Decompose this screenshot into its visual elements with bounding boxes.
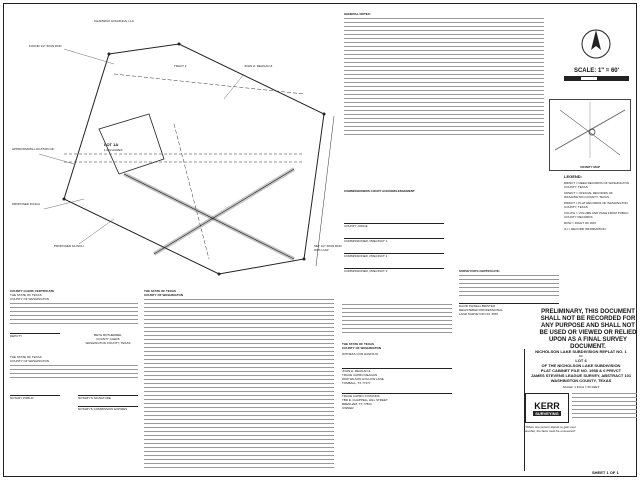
- title-scale: SCALE: 1 INCH = 60 FEET: [562, 385, 600, 389]
- legend: [564, 174, 634, 231]
- title-line: PLAT CABINET FILE NO. 1958 & 0 PRIVCT: [540, 368, 622, 373]
- role: COMMISSIONER, PRECINCT 2: [344, 253, 444, 258]
- county-clerk-block: [10, 289, 138, 474]
- company-logo: [525, 393, 569, 423]
- plat-callout: FOUND 1/2" IRON ROD: [29, 44, 62, 48]
- plat-callout: SET 1/2" IRON ROD WITH CAP: [314, 244, 342, 252]
- role: COMMISSIONER, PRECINCT 3: [344, 268, 444, 273]
- owner-city: TOMBALL, TX 77377: [342, 381, 371, 385]
- plat-callout: JOHN H. REAGAN &: [244, 64, 273, 68]
- lien-witness: WITNESS OUR HANDS IN: [342, 352, 379, 356]
- notary-expires: NOTARY'S COMMISSION EXPIRES: [78, 406, 138, 411]
- plat-callout: APPROXIMATE LOCATION OF: [12, 147, 55, 151]
- easement-line: [114, 74, 304, 94]
- deputy-sign: DEPUTY: [10, 333, 60, 345]
- legend-item: DRWCT = DEED RECORDS OF WASHINGTON COUNTY, TEXAS: [564, 181, 629, 189]
- trace-name: TRACE CAPRO SYMONDS: [342, 393, 452, 398]
- notary-state: THE STATE OF TEXAS: [10, 355, 42, 359]
- clerk-county: COUNTY OF WASHINGTON: [10, 297, 49, 301]
- clerk-state: THE STATE OF TEXAS: [10, 293, 42, 297]
- lien-holder-block: [342, 304, 452, 474]
- title-name: NICHOLSON LAKE SUBDIVISION REPLAT NO. 1: [535, 349, 627, 354]
- logo-text: KERR: [534, 400, 560, 411]
- trace-city: BRENHAM, TX 77833: [342, 402, 372, 406]
- logo-sub: SURVEYING: [535, 410, 559, 416]
- company-slogan: "When one person stands to gain over another, the facts must be uncovered": [525, 425, 576, 433]
- parcel-boundary: [64, 44, 324, 274]
- legend-item: (1) = RECORD INFORMATION: [564, 227, 606, 231]
- trace-role: OWNER: [342, 406, 354, 410]
- clerk-county-name: WASHINGTON COUNTY, TEXAS: [85, 341, 131, 345]
- general-notes: [344, 12, 544, 137]
- surveyor-title-line: REGISTERED PROFESSIONAL: [459, 308, 503, 312]
- owner-address: 2000 WILSON HOLLOW LANE: [342, 377, 384, 381]
- commissioners-title: COMMISSIONERS COURT ACKNOWLEDGEMENT: [344, 189, 415, 193]
- plat-callout: PROPOSED 10-INCH: [54, 244, 84, 248]
- plat-callout: TRACT 2: [174, 64, 187, 68]
- title-lot: LOT 6: [575, 358, 587, 363]
- plat-callout: PROPOSED 8-INCH: [12, 202, 40, 206]
- vicinity-map: [549, 99, 631, 171]
- legend-item: PRWCT = PLAT RECORDS OF WASHINGTON COUNTY, TEXAS: [564, 201, 628, 209]
- role: COUNTY JUDGE: [344, 223, 444, 228]
- notes-body: [344, 18, 544, 136]
- title-line: JAMES STEVENS LEAGUE SURVEY, ABSTRACT 101: [530, 373, 632, 378]
- sheet-label: SHEET 1 OF 1: [592, 470, 619, 475]
- role: COMMISSIONER, PRECINCT 1: [344, 238, 444, 243]
- legend-item: VOL/PG = VOLUME AND PAGE FROM PUBLIC COUNTY RECORDS: [564, 211, 629, 219]
- north-arrow-icon: [564, 24, 629, 64]
- lot-area: 1.002 ACRES: [104, 148, 123, 152]
- clerk-title: COUNTY CLERK CERTIFICATE: [10, 289, 55, 293]
- trace-address: TBD E. CHAPPELL HILL STREET: [342, 398, 388, 402]
- title-line: WASHINGTON COUNTY, TEXAS: [550, 378, 612, 383]
- title-of: OF: [578, 354, 584, 358]
- title-block: [524, 349, 637, 471]
- lot-label: LOT 1A: [104, 142, 119, 147]
- owner-name: JOHN H. REAGAN &: [342, 368, 452, 373]
- owner-name-2: TRACE CAPRO REAGAN: [342, 373, 378, 377]
- notary-public: NOTARY PUBLIC: [10, 395, 60, 400]
- lien-state: THE STATE OF TEXAS: [342, 342, 375, 346]
- owner-county: COUNTY OF WASHINGTON: [144, 293, 184, 297]
- plat-callout: CHADWICK HOLDINGS, LLC: [93, 19, 134, 23]
- owner-state: THE STATE OF TEXAS: [144, 289, 177, 293]
- scale-label: SCALE: 1" = 60': [573, 68, 620, 74]
- legend-item: ROW = RIGHT OF WAY: [564, 221, 597, 225]
- surveyor-name: DAVID POWELL BRISTER: [459, 303, 559, 308]
- legend-item: ORWCT = OFFICIAL RECORDS OF WASHINGTON COUNTY, TEXAS: [564, 191, 613, 199]
- notary-sig: NOTARY'S SIGNATURE: [78, 395, 138, 400]
- row-line: [304, 114, 324, 259]
- title-line: OF THE NICHOLSON LAKE SUBDIVISION: [541, 363, 621, 368]
- general-notes-title: GENERAL NOTES:: [344, 12, 371, 16]
- clerk-role: COUNTY CLERK: [96, 337, 120, 341]
- plat-sheet: [3, 3, 637, 477]
- vicinity-label: VICINITY MAP: [579, 165, 601, 169]
- lien-county: COUNTY OF WASHINGTON: [342, 346, 382, 350]
- preliminary-notice: PRELIMINARY, THIS DOCUMENT SHALL NOT BE RECORDED FOR ANY PURPOSE AND SHALL NOT BE USED OR VIEWED OR RELIED UPON AS A FINAL SURVEY DOCUMENT.: [539, 309, 637, 350]
- clerk-name: BETH ROTHERMEL: [94, 333, 122, 337]
- owner-dedication: [144, 289, 334, 474]
- legend-title: LEGEND:: [564, 174, 582, 179]
- notary-county: COUNTY OF WASHINGTON: [10, 359, 49, 363]
- pipe-line: [154, 169, 294, 254]
- surveyor-license: LAND SURVEYOR NO. 6557: [459, 312, 499, 316]
- surveyor-title: SURVEYOR'S CERTIFICATE:: [459, 269, 500, 273]
- north-scale: [564, 24, 629, 84]
- commissioners-court: [344, 189, 444, 289]
